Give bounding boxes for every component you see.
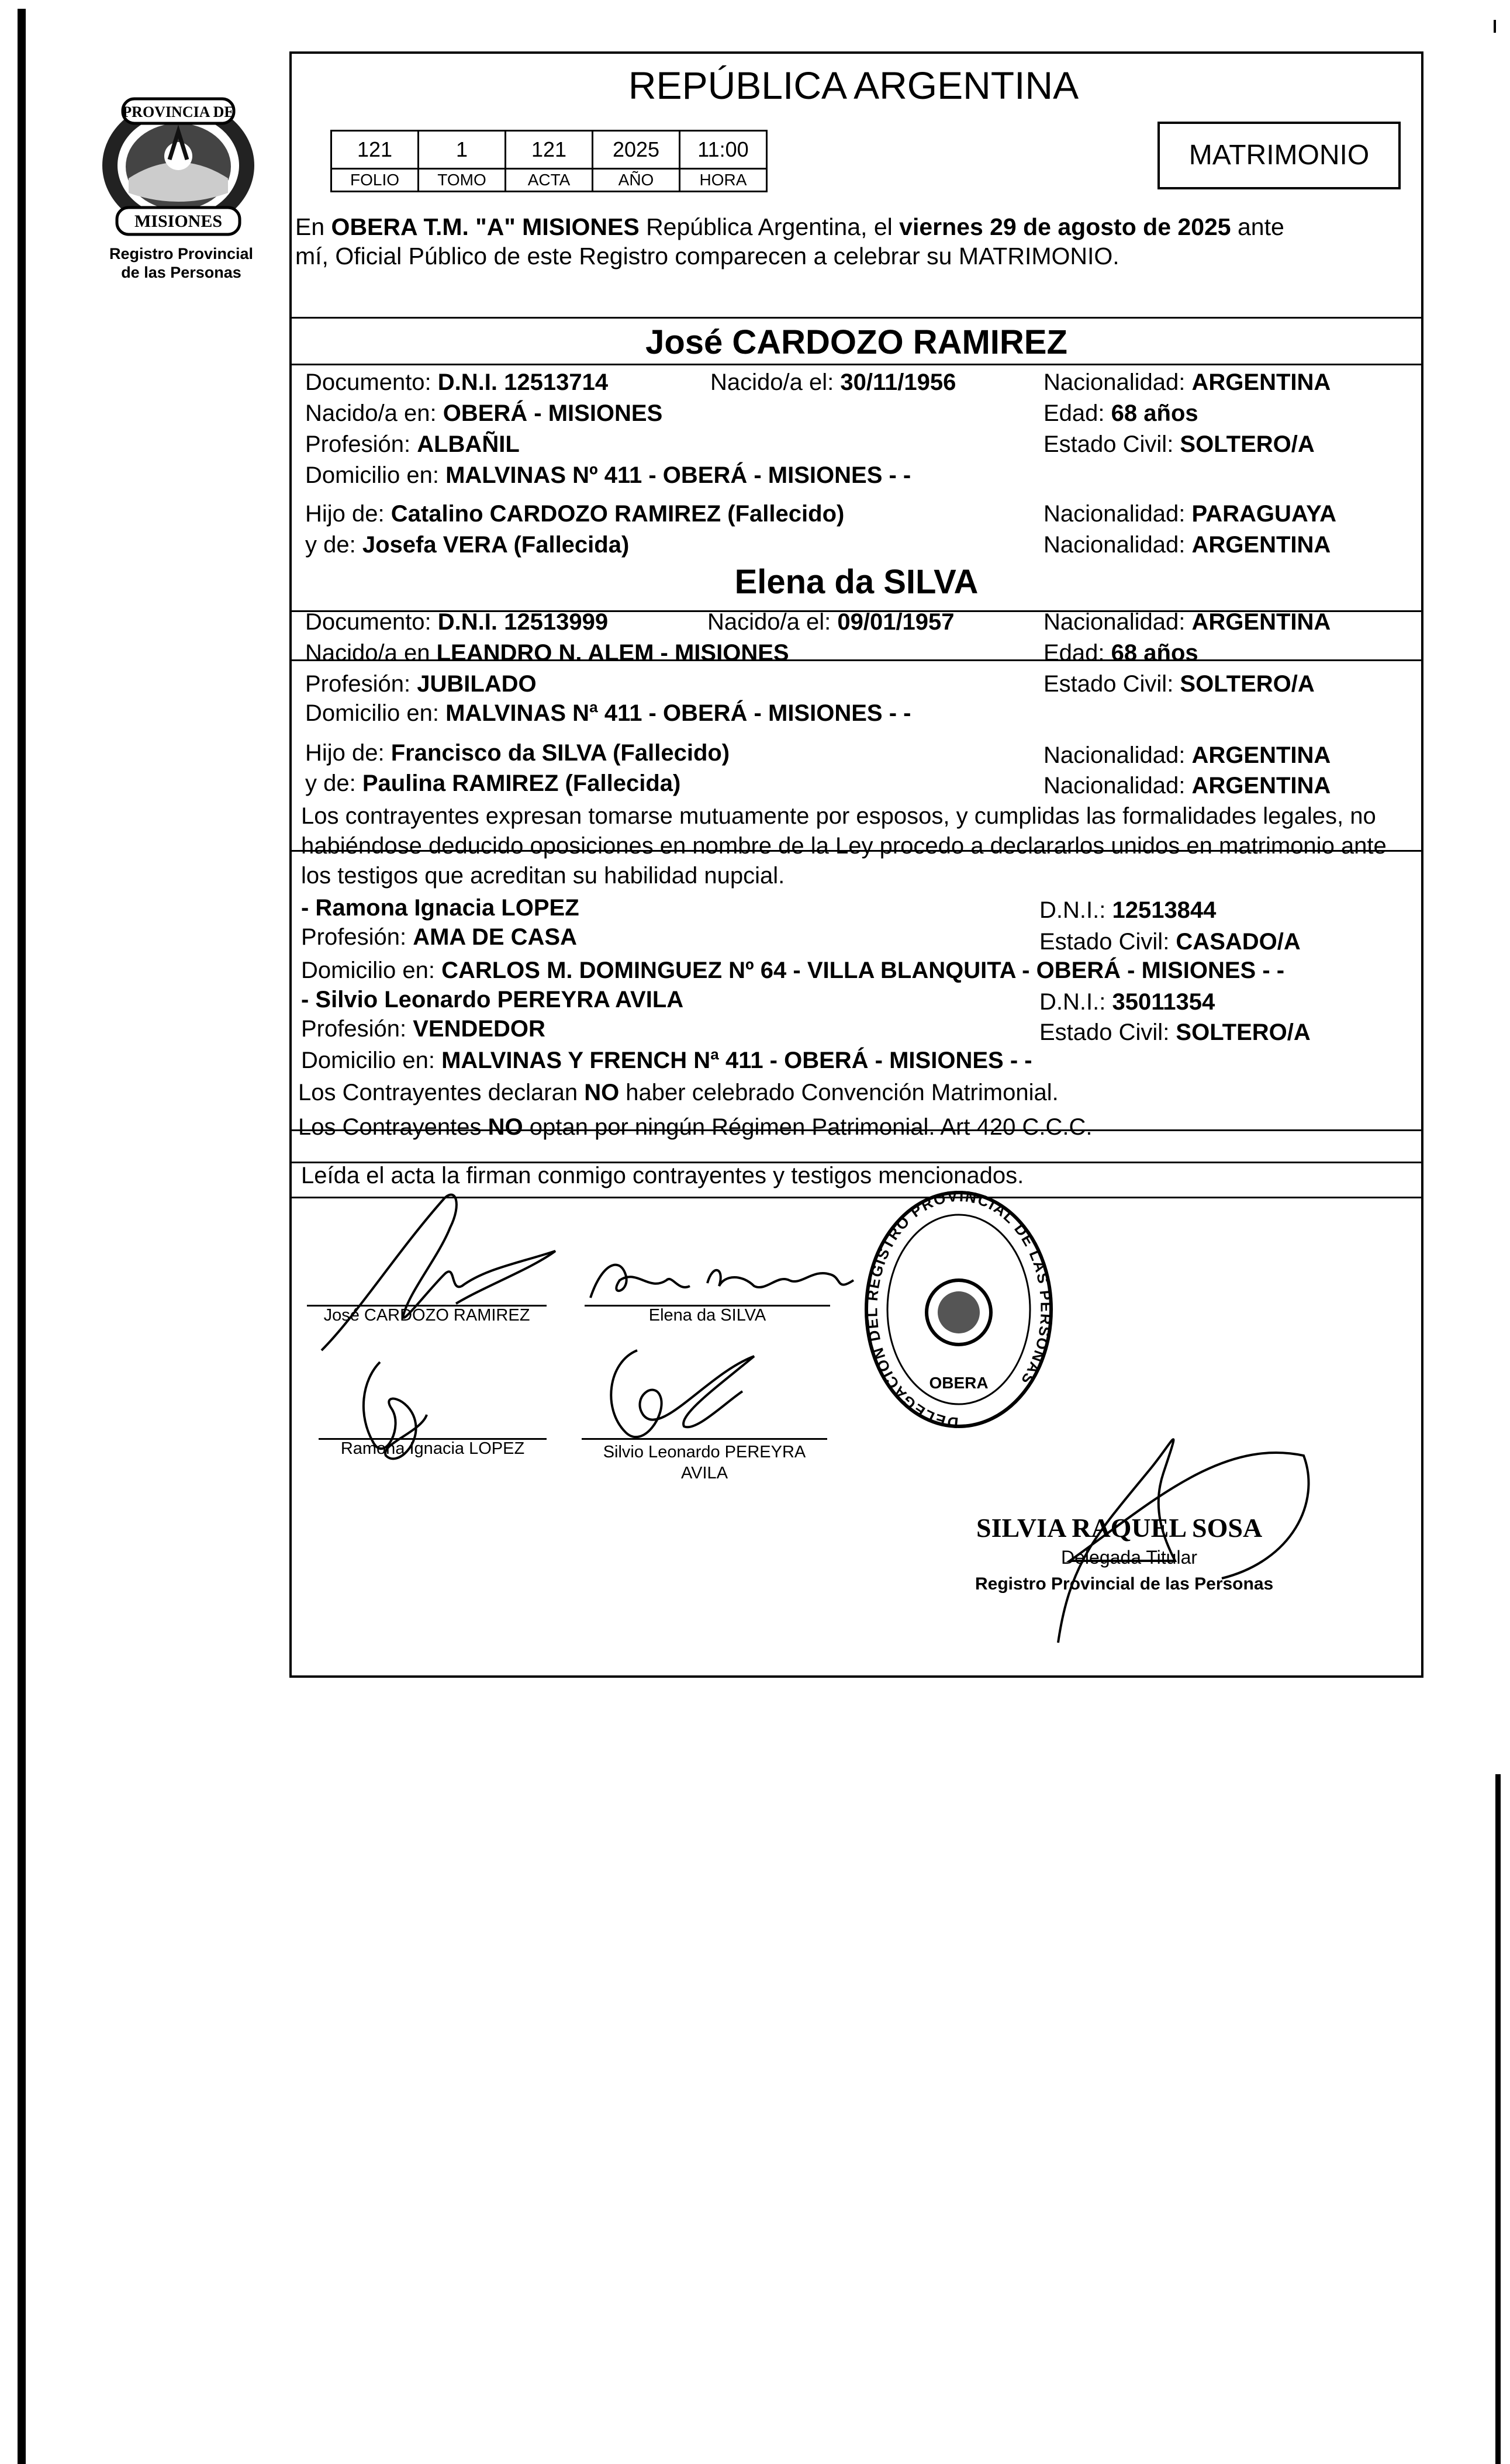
record-codes-table	[330, 130, 768, 192]
witness1-name: - Ramona Ignacia LOPEZ	[301, 895, 579, 921]
ano-value: 2025	[593, 131, 680, 169]
ano-label: AÑO	[593, 169, 680, 192]
scan-mark	[1494, 20, 1496, 33]
folio-label: FOLIO	[331, 169, 419, 192]
spouse1-mother-nationality: Nacionalidad: ARGENTINA	[1043, 532, 1331, 558]
official-office: Registro Provincial de las Personas	[975, 1574, 1274, 1594]
witness1-civil-status: Estado Civil: CASADO/A	[1039, 929, 1301, 955]
spouse1-address: Domicilio en: MALVINAS Nº 411 - OBERÁ - MISIONES - -	[305, 462, 911, 488]
witness2-address: Domicilio en: MALVINAS Y FRENCH Nª 411 - OBERÁ - MISIONES - -	[301, 1048, 1032, 1073]
signature-label-silvio: Silvio Leonardo PEREYRA AVILA	[603, 1443, 806, 1482]
spouse2-mother-nationality: Nacionalidad: ARGENTINA	[1043, 773, 1331, 799]
spouse1-civil-status: Estado Civil: SOLTERO/A	[1043, 431, 1315, 457]
acta-label: ACTA	[506, 169, 593, 192]
scan-edge-right	[1495, 1774, 1501, 2464]
witness1-address: Domicilio en: CARLOS M. DOMINGUEZ Nº 64 - VILLA BLANQUITA - OBERÁ - MISIONES - -	[301, 958, 1285, 983]
official-round-seal	[859, 1187, 1058, 1450]
witness2-profession: Profesión: VENDEDOR	[301, 1016, 545, 1042]
intro-line-2: mí, Oficial Público de este Registro comparecen a celebrar su MATRIMONIO.	[295, 243, 1119, 269]
signature-label-elena: Elena da SILVA	[648, 1306, 766, 1325]
country-title: REPÚBLICA ARGENTINA	[628, 64, 1079, 107]
official-role: Delegada Titular	[1061, 1547, 1198, 1568]
signature-jose	[310, 1181, 579, 1356]
spouse2-profession: Profesión: JUBILADO	[305, 671, 537, 697]
witness2-civil-status: Estado Civil: SOLTERO/A	[1039, 1020, 1311, 1045]
regime-statement: Los Contrayentes NO optan por ningún Régimen Patrimonial. Art 420 C.C.C.	[298, 1114, 1093, 1140]
spouse1-nationality: Nacionalidad: ARGENTINA	[1043, 369, 1331, 395]
declaration-line-2: habiéndose deducido oposiciones en nombre de la Ley procedo a declararlos unidos en matrimonio ante	[301, 833, 1387, 859]
witness1-dni: D.N.I.: 12513844	[1039, 897, 1217, 923]
seal-bottom-text: OBERA	[929, 1374, 989, 1392]
logo-caption: Registro Provincial de las Personas	[109, 245, 254, 281]
spouse1-birthdate: Nacido/a el: 30/11/1956	[710, 369, 956, 395]
tomo-value: 1	[419, 131, 506, 169]
witness1-profession: Profesión: AMA DE CASA	[301, 924, 577, 950]
spouse1-mother: y de: Josefa VERA (Fallecida)	[305, 532, 630, 558]
spouse1-birthplace: Nacido/a en: OBERÁ - MISIONES	[305, 400, 663, 426]
convention-statement: Los Contrayentes declaran NO haber celebrado Convención Matrimonial.	[298, 1080, 1059, 1105]
spouse1-profession: Profesión: ALBAÑIL	[305, 431, 520, 457]
tomo-label: TOMO	[419, 169, 506, 192]
hora-value: 11:00	[680, 131, 767, 169]
witness2-name: - Silvio Leonardo PEREYRA AVILA	[301, 987, 684, 1012]
spouse2-nationality: Nacionalidad: ARGENTINA	[1043, 609, 1331, 635]
folio-value: 121	[331, 131, 419, 169]
declaration-line-1: Los contrayentes expresan tomarse mutuamente por esposos, y cumplidas las formalidades legales, no	[301, 803, 1376, 829]
spouse2-birthplace: Nacido/a en LEANDRO N. ALEM - MISIONES	[305, 640, 789, 666]
spouse1-name: José CARDOZO RAMIREZ	[645, 323, 1067, 361]
province-coat-of-arms	[82, 91, 275, 243]
official-name: SILVIA RAQUEL SOSA	[976, 1513, 1263, 1543]
spouse2-document: Documento: D.N.I. 12513999	[305, 609, 609, 635]
scan-edge-left	[18, 9, 26, 2464]
signature-label-jose: José CARDOZO RAMIREZ	[323, 1306, 530, 1325]
spouse1-age: Edad: 68 años	[1043, 400, 1198, 426]
declaration-line-3: los testigos que acreditan su habilidad nupcial.	[301, 863, 785, 889]
spouse1-father: Hijo de: Catalino CARDOZO RAMIREZ (Fallecido)	[305, 501, 845, 527]
spouse2-address: Domicilio en: MALVINAS Nª 411 - OBERÁ - MISIONES - -	[305, 700, 911, 726]
spouse2-father: Hijo de: Francisco da SILVA (Fallecido)	[305, 740, 730, 766]
spouse2-father-nationality: Nacionalidad: ARGENTINA	[1043, 742, 1331, 768]
hora-label: HORA	[680, 169, 767, 192]
signature-label-ramona: Ramona Ignacia LOPEZ	[340, 1439, 525, 1458]
logo-text-top: PROVINCIA DE	[122, 103, 234, 120]
spouse1-father-nationality: Nacionalidad: PARAGUAYA	[1043, 501, 1336, 527]
spouse2-age: Edad: 68 años	[1043, 640, 1198, 666]
spouse2-mother: y de: Paulina RAMIREZ (Fallecida)	[305, 770, 681, 796]
intro-line-1: En OBERA T.M. "A" MISIONES República Argentina, el viernes 29 de agosto de 2025 ante	[295, 213, 1284, 240]
seal-ring-text: DELEGACION DEL REGISTRO PROVINCIAL DE LAS PERSONAS	[863, 1187, 1055, 1432]
closing-statement: Leída el acta la firman conmigo contrayentes y testigos mencionados.	[301, 1163, 1024, 1188]
signature-silvio	[590, 1339, 766, 1450]
spouse2-civil-status: Estado Civil: SOLTERO/A	[1043, 671, 1315, 697]
record-type-box: MATRIMONIO	[1157, 122, 1401, 189]
spouse2-name: Elena da SILVA	[734, 563, 979, 601]
spouse1-document: Documento: D.N.I. 12513714	[305, 369, 609, 395]
witness2-dni: D.N.I.: 35011354	[1039, 989, 1215, 1015]
spouse2-birthdate: Nacido/a el: 09/01/1957	[707, 609, 955, 635]
logo-text-bottom: MISIONES	[134, 212, 223, 231]
acta-value: 121	[506, 131, 593, 169]
